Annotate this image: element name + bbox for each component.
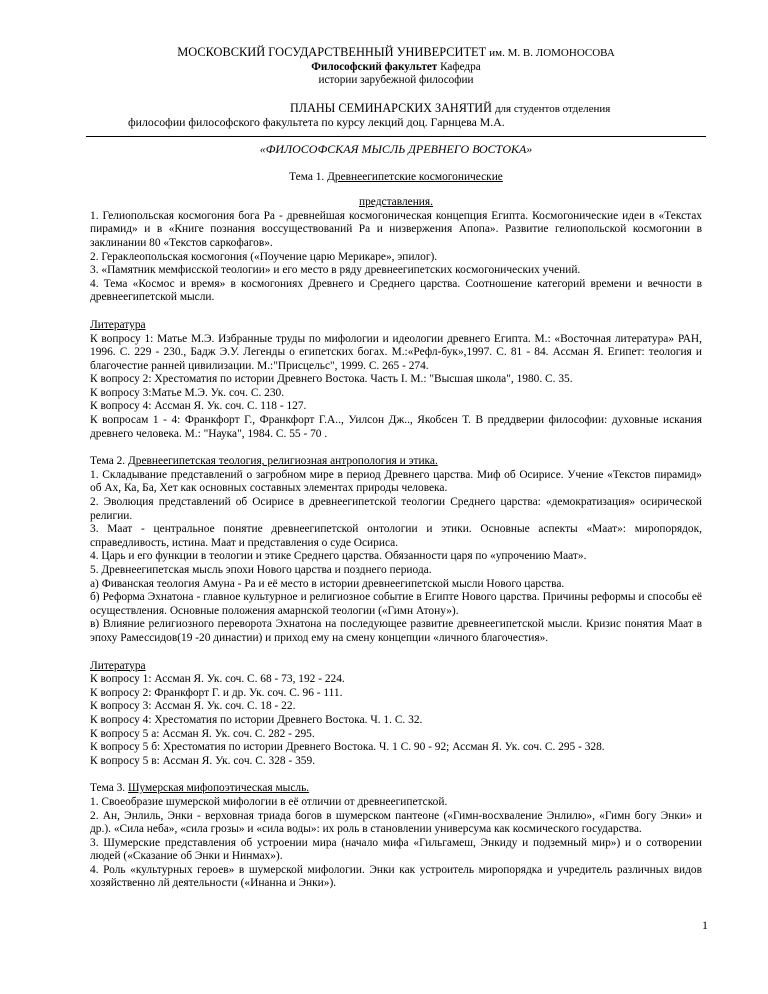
- document-page: [90, 40, 702, 891]
- theme1-prefix: Тема 1.: [289, 170, 325, 183]
- university-named-after: им. М. В. ЛОМОНОСОВА: [489, 47, 615, 59]
- literature-item: К вопросу 2: Хрестоматия по истории Древнего Востока. Часть I. М.: "Высшая школа", 1980. С. 35.: [90, 373, 573, 386]
- theme2-prefix: Тема 2.: [90, 455, 126, 468]
- page-number: 1: [702, 918, 708, 932]
- faculty-name: Философский факультет: [311, 60, 438, 73]
- list-item: 1. Складывание представлений о загробном мире в период Древнего царства. Миф об Осирисе. Учение «Текстов пирамид» об Ах, Ка, Ба, Хет как основных составных элементах природы человека.: [90, 468, 702, 495]
- theme3-prefix: Тема 3.: [90, 782, 126, 795]
- list-item: 2. Эволюция представлений об Осирисе в древнеегипетской теологии Среднего царства: «демократизация» осирической религии.: [90, 496, 702, 522]
- list-item: а) Фиванская теология Амуна - Ра и её место в истории древнеегипетской мысли Нового царства.: [90, 577, 565, 590]
- theme2-items: [90, 469, 702, 646]
- literature-item: К вопросу 1: Матье М.Э. Избранные труды по мифологии и идеологии древнего Египта. М.: «Восточная литература» РАН, 1996. С. 229 - 230., Бадж Э.У. Легенды о египетских богах. М.:«Рефл-бук»,1997. С. 81 - 84. Ассман Я. Египет: теология и благочестие ранней цивилизации. М.:"Присцельс", 1999. С. 265 - 274.: [90, 332, 702, 372]
- literature-item: К вопросу 4: Ассман Я. Ук. соч. С. 118 - 127.: [90, 400, 307, 413]
- university-name: МОСКОВСКИЙ ГОСУДАРСТВЕННЫЙ УНИВЕРСИТЕТ: [177, 45, 487, 59]
- literature-item: К вопросу 5 б: Хрестоматия по истории Древнего Востока. Ч. 1 С. 90 - 92; Ассман Я. Ук. соч. С. 295 - 328.: [90, 741, 605, 754]
- theme1-literature-heading: Литература: [90, 318, 146, 331]
- theme1-title-text-cont: представления.: [359, 196, 433, 209]
- course-title: «ФИЛОСОФСКАЯ МЫСЛЬ ДРЕВНЕГО ВОСТОКА»: [259, 141, 533, 156]
- literature-item: К вопросу 2: Франкфорт Г. и др. Ук. соч. С. 96 - 111.: [90, 686, 343, 699]
- theme3-items: [90, 796, 702, 891]
- list-item: 2. Гераклеопольская космогония («Поучение царю Мерикаре», эпилог).: [90, 250, 438, 263]
- theme2-title: [90, 455, 702, 469]
- department-name: истории зарубежной философии: [318, 74, 474, 87]
- list-item: в) Влияние религиозного переворота Эхнатона на последующее развитие древнеегипетской мысли. Кризис понятия Маат в эпоху Рамессидов(19 -20 династии) и приход ему на смену концепции «личного благочестия».: [90, 618, 702, 644]
- theme2-literature: [90, 673, 702, 768]
- literature-item: К вопросу 3:Матье М.Э. Ук. соч. С. 230.: [90, 386, 285, 399]
- list-item: 4. Тема «Космос и время» в космогониях Древнего и Среднего царства. Соотношение категорий времени и вечности в древнеегипетской мысли.: [90, 277, 702, 304]
- theme3-title-text: Шумерская мифопоэтическая мысль.: [128, 782, 310, 795]
- list-item: 4. Царь и его функции в теологии и этике Среднего царства. Обязанности царя по «упрочению Маат».: [90, 550, 587, 563]
- theme2-literature-heading: Литература: [90, 659, 146, 672]
- theme2-title-text: Древнеегипетская теология, религиозная антропология и этика.: [128, 455, 438, 468]
- list-item: 3. Шумерские представления об устроении мира (начало мифа «Гильгамеш, Энкиду и подземный мир») и о сотворении людей («Сказание об Энки и Нинмах»).: [90, 836, 702, 863]
- theme3-title: [90, 782, 702, 796]
- list-item: 1. Гелиопольская космогония бога Ра - древнейшая космогоническая концепция Египта. Космогонические идеи в «Текстах пирамид» и в «Книге познания воссуществований Ра и низвержения Апопа». Развитие гелиопольской космогонии в заклинании 80 «Текстов саркофагов».: [90, 209, 702, 249]
- literature-item: К вопросу 1: Ассман Я. Ук. соч. С. 68 - 73, 192 - 224.: [90, 673, 345, 686]
- header-divider: [86, 136, 706, 137]
- plans-heading: [90, 102, 702, 117]
- list-item: б) Реформа Эхнатона - главное культурное и религиозное событие в Египте Нового царства. Причины реформы и способы её осуществления. Основные положения амарнской теологии («Гимн Атону»).: [90, 591, 702, 617]
- department-label: Кафедра: [440, 60, 481, 73]
- literature-item: К вопросам 1 - 4: Франкфорт Г., Франкфорт Г.А.., Уилсон Дж.., Якобсен Т. В преддверии философии: духовные искания древнего человека. М.: "Наука", 1984. С. 55 - 70 .: [90, 414, 702, 440]
- list-item: 2. Ан, Энлиль, Энки - верховная триада богов в шумерском пантеоне («Гимн-восхваление Энлилю», «Гимн богу Энки» и др.). «Сила неба», «сила грозы» и «сила воды»: их роль в становлении универсума как космического государства.: [90, 809, 702, 836]
- literature-item: К вопросу 4: Хрестоматия по истории Древнего Востока. Ч. 1. С. 32.: [90, 713, 423, 726]
- list-item: 3. «Памятник мемфисской теологии» и его место в ряду древнеегипетских космогонических учений.: [90, 264, 581, 277]
- list-item: 1. Своеобразие шумерской мифологии в её отличии от древнеегипетской.: [90, 795, 448, 808]
- literature-item: К вопросу 5 а: Ассман Я. Ук. соч. С. 282 - 295.: [90, 727, 315, 740]
- theme1-title-text: Древнеегипетские космогонические: [327, 170, 503, 183]
- theme1-items: [90, 210, 702, 305]
- literature-item: К вопросу 5 в: Ассман Я. Ук. соч. С. 328 - 359.: [90, 754, 316, 767]
- plans-heading-line2: философии философского факультета по курсу лекций доц. Гарнцева М.А.: [128, 115, 505, 130]
- university-heading: [90, 46, 702, 61]
- list-item: 4. Роль «культурных героев» в шумерской мифологии. Энки как устроитель миропорядка и учредитель различных видов хозяйственно лй деятельности («Инанна и Энки»).: [90, 863, 702, 890]
- theme1-title: [90, 171, 702, 185]
- theme1-title-continued: [90, 196, 702, 210]
- list-item: 5. Древнеегипетская мысль эпохи Нового царства и позднего периода.: [90, 564, 432, 576]
- literature-item: К вопросу 3: Ассман Я. Ук. соч. С. 18 - 22.: [90, 700, 296, 713]
- faculty-heading: [90, 61, 702, 75]
- plans-subtitle: для студентов отделения: [494, 102, 611, 115]
- theme1-literature: [90, 333, 702, 442]
- plans-title: ПЛАНЫ СЕМИНАРСКИХ ЗАНЯТИЙ: [290, 100, 492, 115]
- list-item: 3. Маат - центральное понятие древнеегипетской онтологии и этики. Основные аспекты «Маат»: миропорядок, справедливость, истина. Маат и представления о суде Осириса.: [90, 523, 702, 549]
